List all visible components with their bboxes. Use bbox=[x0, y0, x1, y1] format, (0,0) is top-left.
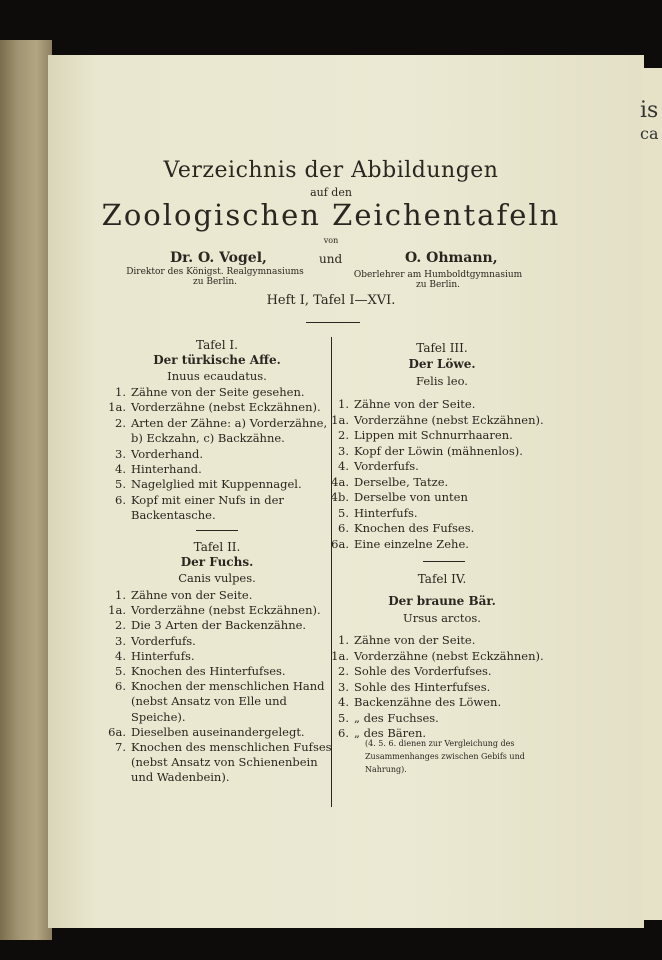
item-number: 5. bbox=[338, 505, 349, 520]
item-number: 6. bbox=[338, 726, 349, 740]
item-text: Vorderzähne (nebst Eckzähnen). bbox=[131, 603, 321, 618]
item-text: Kopf mit einer Nufs in der bbox=[131, 492, 284, 507]
tafel-2-name: Der Fuchs. bbox=[180, 555, 254, 569]
item-text: Dieselben auseinandergelegt. bbox=[131, 724, 305, 739]
item-text: (nebst Ansatz von Elle und bbox=[131, 694, 287, 709]
item-text: Lippen mit Schnurrhaaren. bbox=[354, 428, 513, 442]
item-number: 6a. bbox=[108, 724, 126, 739]
author-2-affil-line: Oberlehrer am Humboldtgymnasium bbox=[353, 270, 523, 280]
item-text: Nagelglied mit Kuppennagel. bbox=[131, 477, 302, 492]
item-text: Vorderfufs. bbox=[354, 459, 419, 473]
item-text: Knochen des menschlichen Fufses bbox=[131, 740, 332, 754]
tafel-2-heading: Tafel II. bbox=[193, 540, 241, 554]
tafel-1-heading: Tafel I. bbox=[196, 338, 238, 352]
tafel-4-note: (4. 5. 6. dienen zur Vergleichung des bbox=[365, 739, 515, 748]
item-text: Knochen des Hinterfufses. bbox=[131, 664, 286, 678]
item-text: „ des Fuchses. bbox=[354, 710, 439, 725]
item-text: Hinterfufs. bbox=[354, 505, 418, 520]
adjacent-page-text: ca bbox=[640, 124, 659, 143]
item-text: und Wadenbein). bbox=[131, 770, 230, 785]
title-auf: auf den bbox=[310, 186, 352, 199]
item-number: 3. bbox=[115, 446, 126, 461]
tafel-4-heading: Tafel IV. bbox=[417, 572, 467, 586]
tafel-3-latin: Felis leo. bbox=[416, 374, 468, 388]
item-text: Eine einzelne Zehe. bbox=[354, 536, 469, 551]
item-text: Sohle des Vorderfufses. bbox=[354, 664, 492, 678]
item-text: Vorderhand. bbox=[131, 446, 204, 461]
author-1-affil-line: Direktor des Königst. Realgymnasiums bbox=[126, 267, 304, 277]
item-number: 4b. bbox=[330, 490, 349, 504]
item-number: 4. bbox=[115, 462, 126, 476]
item-text: Zähne von der Seite. bbox=[131, 588, 253, 602]
item-text: Speiche). bbox=[131, 709, 186, 724]
tafel-3-heading: Tafel III. bbox=[416, 341, 468, 355]
item-text: Knochen des Fufses. bbox=[354, 521, 475, 535]
item-number: 4. bbox=[115, 648, 126, 663]
item-number: 5. bbox=[338, 710, 349, 725]
item-number: 2. bbox=[338, 664, 349, 678]
item-number: 1a. bbox=[108, 400, 126, 415]
item-number: 6. bbox=[115, 679, 126, 694]
tafel-4-note: Zusammenhanges zwischen Gebifs und bbox=[365, 752, 525, 761]
tafel-4-latin: Ursus arctos. bbox=[403, 611, 481, 625]
item-text: Zähne von der Seite gesehen. bbox=[131, 385, 305, 399]
item-text: Derselbe von unten bbox=[354, 490, 468, 504]
tafel-1-latin: Inuus ecaudatus. bbox=[167, 369, 267, 383]
item-number: 6. bbox=[115, 492, 126, 507]
item-text: „ des Bären. bbox=[354, 726, 427, 740]
author-2-affiliation bbox=[348, 270, 528, 290]
item-text: b) Eckzahn, c) Backzähne. bbox=[131, 431, 285, 446]
divider bbox=[306, 322, 360, 323]
author-und: und bbox=[319, 252, 343, 266]
item-text: Vorderzähne (nebst Eckzähnen). bbox=[131, 400, 321, 415]
item-text: Vorderfufs. bbox=[131, 633, 196, 648]
adjacent-page-text: is bbox=[640, 98, 659, 123]
title-line-2: Zoologischen Zeichentafeln bbox=[101, 198, 561, 232]
item-number: 1. bbox=[338, 397, 349, 411]
item-number: 1. bbox=[115, 588, 126, 602]
item-text: Kopf der Löwin (mähnenlos). bbox=[354, 443, 523, 458]
item-number: 1a. bbox=[108, 603, 126, 618]
tafel-2-latin: Canis vulpes. bbox=[178, 571, 256, 585]
item-text: Arten der Zähne: a) Vorderzähne, bbox=[131, 415, 328, 430]
item-number: 5. bbox=[115, 664, 126, 678]
item-number: 1. bbox=[338, 633, 349, 647]
item-text: Zähne von der Seite. bbox=[354, 397, 476, 411]
item-text: Sohle des Hinterfufses. bbox=[354, 679, 491, 694]
item-number: 1. bbox=[115, 385, 126, 399]
heft-line: Heft I, Tafel I—XVI. bbox=[266, 293, 396, 308]
item-text: (nebst Ansatz von Schienenbein bbox=[131, 755, 318, 770]
item-number: 1a. bbox=[331, 648, 349, 663]
item-number: 2. bbox=[115, 415, 126, 430]
item-number: 2. bbox=[115, 618, 126, 633]
item-text: Die 3 Arten der Backenzähne. bbox=[131, 618, 307, 633]
item-number: 6a. bbox=[331, 536, 349, 551]
item-number: 1a. bbox=[331, 412, 349, 427]
tafel-3-name: Der Löwe. bbox=[408, 357, 476, 371]
item-text: Hinterfufs. bbox=[131, 648, 195, 663]
item-text: Vorderzähne (nebst Eckzähnen). bbox=[354, 648, 544, 663]
author-1-affil-line: zu Berlin. bbox=[192, 277, 238, 287]
item-text: Zähne von der Seite. bbox=[354, 633, 476, 647]
item-text: Hinterhand. bbox=[131, 462, 202, 476]
item-number: 6. bbox=[338, 521, 349, 535]
author-2-name: O. Ohmann, bbox=[405, 250, 498, 266]
item-number: 2. bbox=[338, 428, 349, 442]
item-text: Knochen der menschlichen Hand bbox=[131, 679, 325, 694]
tafel-1-name: Der türkische Affe. bbox=[153, 353, 281, 367]
item-number: 4. bbox=[338, 459, 349, 473]
item-text: Vorderzähne (nebst Eckzähnen). bbox=[354, 412, 544, 427]
item-text: Derselbe, Tatze. bbox=[354, 474, 449, 489]
author-1-affiliation bbox=[120, 267, 310, 287]
author-1-name: Dr. O. Vogel, bbox=[170, 250, 267, 266]
tafel-4-name: Der braune Bär. bbox=[388, 594, 496, 608]
item-number: 3. bbox=[338, 679, 349, 694]
item-text: Backentasche. bbox=[131, 508, 216, 523]
title-line-1: Verzeichnis der Abbildungen bbox=[163, 158, 499, 183]
tafel-4-note: Nahrung). bbox=[365, 765, 407, 774]
title-von: von bbox=[323, 236, 339, 245]
item-number: 7. bbox=[115, 740, 126, 754]
author-2-affil-line: zu Berlin. bbox=[415, 280, 461, 290]
item-number: 3. bbox=[338, 443, 349, 458]
item-number: 3. bbox=[115, 633, 126, 648]
divider bbox=[423, 561, 465, 562]
item-number: 5. bbox=[115, 477, 126, 492]
item-number: 4. bbox=[338, 695, 349, 709]
item-number: 4a. bbox=[331, 474, 349, 489]
divider bbox=[196, 530, 238, 531]
item-text: Backenzähne des Löwen. bbox=[354, 695, 502, 709]
